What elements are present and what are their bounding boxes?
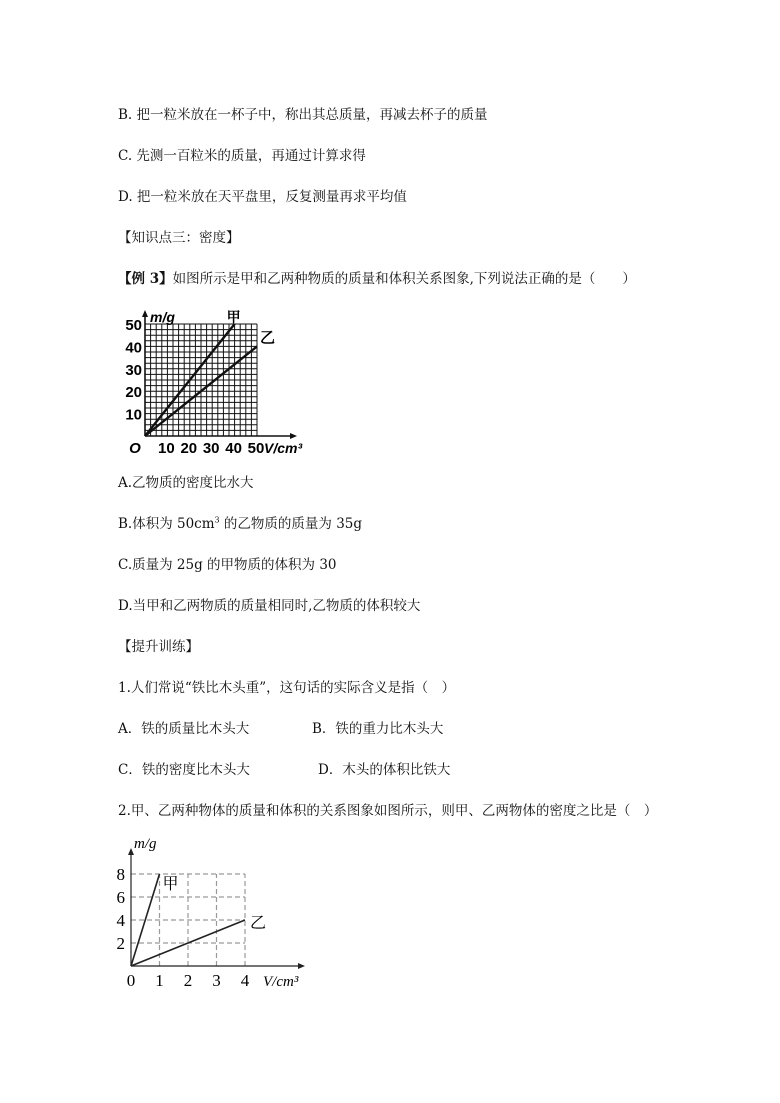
origin-label: 0 [126,971,136,990]
example-3-tag: 【例 3】 [118,271,173,287]
x-tick-label: 1 [155,971,164,990]
x-tick-label: 20 [180,440,198,457]
x-axis-label: V/cm³ [264,440,303,456]
y-tick-label: 40 [125,339,142,357]
question-1-option-c: C．铁的密度比木头大 [118,762,250,778]
y-tick-label: 30 [125,361,142,379]
option-d-text: D. 把一粒米放在天平盘里，反复测量再求平均值 [118,189,407,205]
x-tick-label: 2 [183,971,193,990]
x-tick-label: 40 [225,440,242,457]
knowledge-point-3-heading: 【知识点三：密度】 [118,230,240,246]
y-axis-label: m/g [150,309,175,325]
origin-label: O [129,440,141,457]
series-label-yi: 乙 [250,915,267,932]
y-tick-label: 4 [116,911,125,930]
y-tick-label: 8 [116,865,125,884]
training-heading: 【提升训练】 [118,639,199,655]
question-1-option-d: D．木头的体积比铁大 [318,762,451,778]
x-tick-label: 4 [240,971,250,990]
option-b-text: B. 把一粒米放在一杯子中，称出其总质量，再减去杯子的质量 [118,107,488,123]
y-tick-label: 10 [125,406,142,424]
example-3-option-a: A.乙物质的密度比水大 [118,475,254,491]
y-tick-label: 50 [125,317,142,334]
option-b-superscript: 3 [214,515,220,525]
x-axis-arrow [290,433,297,439]
x-tick-label: 3 [212,971,221,990]
y-axis-arrow [142,310,148,317]
series-label-yi: 乙 [260,329,276,347]
x-axis-label: V/cm³ [263,974,299,990]
example-3-question [118,270,636,288]
y-tick-label: 20 [125,384,142,402]
option-c-text: C. 先测一百粒米的质量，再通过计算求得 [118,148,366,164]
y-tick-label: 6 [116,888,125,907]
x-tick-label: 10 [158,440,175,457]
series-label-jia: 甲 [162,876,179,893]
option-b-suffix: 的乙物质的质量为 35g [219,516,363,532]
series-label-jia: 甲 [226,309,241,325]
x-axis-arrow [298,963,305,969]
example-3-option-b [118,515,362,533]
question-1-option-a: A．铁的质量比木头大 [118,721,250,737]
example-3-text: 如图所示是甲和乙两种物质的质量和体积关系图象,下列说法正确的是（ ） [172,271,636,287]
option-b-prefix: B.体积为 50cm [118,516,215,532]
example-3-option-c: C.质量为 25g 的甲物质的体积为 30 [118,557,337,573]
mass-volume-chart-1 [112,308,312,457]
question-1-text: 1.人们常说“铁比木头重”，这句话的实际含义是指（ ） [118,680,456,696]
mass-volume-chart-2 [112,832,312,1002]
question-1-option-b: B．铁的重力比木头大 [312,721,444,737]
example-3-option-d: D.当甲和乙两物质的质量相同时,乙物质的体积较大 [118,598,421,614]
x-tick-label: 30 [202,440,220,457]
x-tick-label: 50 [247,440,265,457]
y-axis-label: m/g [134,836,157,852]
question-2-text: 2.甲、乙两种物体的质量和体积的关系图象如图所示，则甲、乙两物体的密度之比是（ ） [118,803,658,819]
y-tick-label: 2 [116,934,125,953]
